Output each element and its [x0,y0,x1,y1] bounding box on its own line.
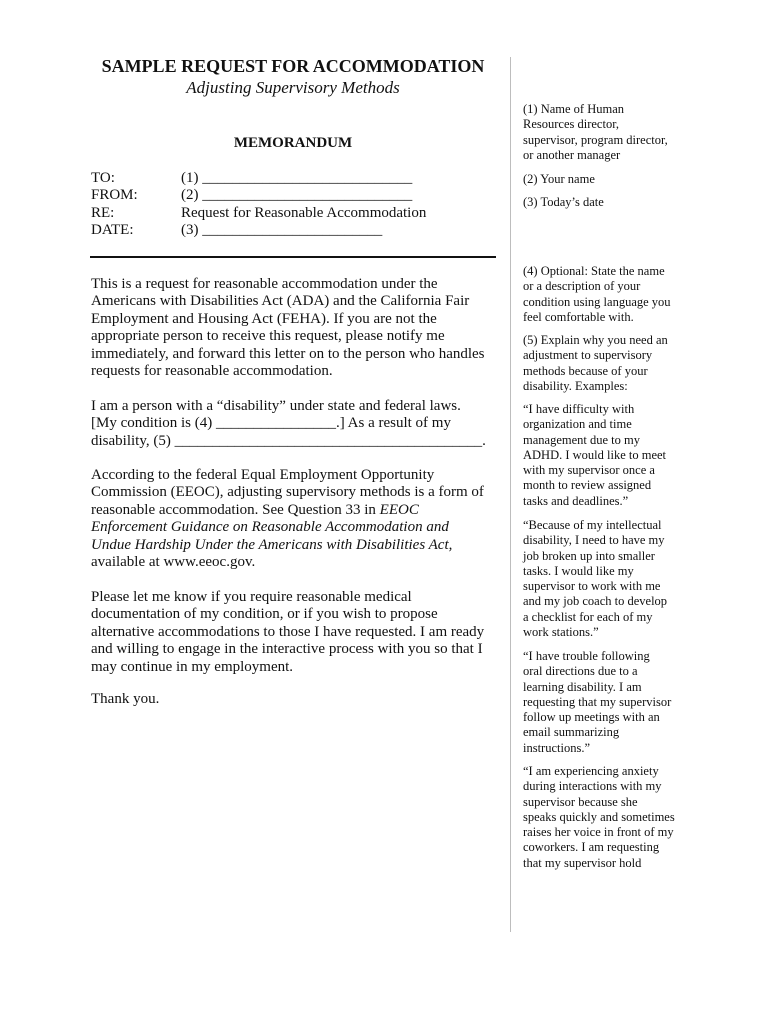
example-line: a checklist for each of my [523,609,653,624]
example-line: speaks quickly and sometimes [523,809,675,824]
example-line: follow up meetings with an [523,710,660,725]
example-line: job broken up into smaller [523,548,655,563]
paragraph-line: and willing to engage in the interactive process with you so that I [91,641,483,658]
example-line: ADHD. I would like to meet [523,447,667,462]
note-5 [523,333,695,394]
paragraph-line: Employment and Housing Act (FEHA). If you are not the [91,310,437,327]
paragraph-text: reasonable accommodation. See Question 33 in [91,501,380,518]
paragraph-line: requests for reasonable accommodation. [91,363,333,380]
date-field: (3) ________________________ [181,222,383,238]
paragraph-documentation [91,589,496,676]
example-line: “I have trouble following [523,649,650,663]
document-subtitle: Adjusting Supervisory Methods [186,78,400,97]
paragraph-line: available at www.eeoc.gov. [91,554,256,571]
example-line: instructions.” [523,740,591,755]
paragraph-line: I am a person with a “disability” under state and federal laws. [91,398,461,414]
note-line: or another manager [523,147,621,162]
example-line: that my supervisor hold [523,855,642,870]
note-line: or a description of your [523,279,641,294]
example-line: tasks and deadlines.” [523,493,629,508]
note-line: Resources director, [523,117,619,132]
example-line: during interactions with my [523,779,662,794]
paragraph-line: immediately, and forward this letter on to the person who handles [91,345,485,362]
note-line: adjustment to supervisory [523,348,653,363]
re-label: RE: [91,205,115,221]
date-label: DATE: [91,222,134,238]
citation-text: EEOC [379,501,419,518]
paragraph-line: Americans with Disabilities Act (ADA) and the California Fair [91,293,470,310]
note-2: (2) Your name [523,172,595,186]
example-2 [523,518,695,640]
note-4 [523,264,695,325]
example-line: tasks. I would like my [523,563,634,578]
paragraph-line: disability, (5) _________________________________________. [91,432,486,449]
note-line: feel comfortable with. [523,309,634,324]
example-line: raises her voice in front of my [523,825,674,840]
from-field: (2) ____________________________ [181,187,413,203]
paragraph-line: This is a request for reasonable accommodation under the [91,276,438,292]
paragraph-line: Commission (EEOC), adjusting supervisory methods is a form of [91,484,484,501]
header-divider [90,256,496,258]
example-1 [523,402,695,509]
note-1 [523,102,695,163]
note-line: condition using language you [523,294,671,309]
paragraph-eeoc [91,467,496,571]
example-line: learning disability. I am [523,679,642,694]
example-line: organization and time [523,417,632,432]
note-line: supervisor, program director, [523,132,668,147]
paragraph-line [91,502,496,519]
example-line: “I am experiencing anxiety [523,764,659,778]
example-line: supervisor because she [523,794,638,809]
paragraph-disability [91,398,496,450]
paragraph-line: [My condition is (4) ________________.] As a result of my [91,415,451,432]
re-value: Request for Reasonable Accommodation [181,205,427,221]
document-title: SAMPLE REQUEST FOR ACCOMMODATION [101,56,485,76]
closing-text: Thank you. [91,691,160,707]
example-line: oral directions due to a [523,664,638,679]
citation-text: Undue Hardship Under the Americans with Disabilities Act, [91,536,453,553]
column-divider [510,57,511,932]
example-line: “I have difficulty with [523,402,635,416]
citation-text: Enforcement Guidance on Reasonable Accommodation and [91,519,449,536]
note-line: (5) Explain why you need an [523,333,668,347]
example-line: management due to my [523,432,640,447]
example-line: “Because of my intellectual [523,518,662,532]
example-line: email summarizing [523,725,620,740]
paragraph-line: Please let me know if you require reasonable medical [91,589,412,605]
to-label: TO: [91,170,115,186]
note-3: (3) Today’s date [523,195,604,209]
paragraph-request [91,276,496,380]
example-line: supervisor to work with me [523,579,661,594]
example-4 [523,764,695,871]
example-line: work stations.” [523,625,599,640]
note-line: disability. Examples: [523,378,628,393]
paragraph-line: alternative accommodations to those I have requested. I am ready [91,623,485,640]
paragraph-line: appropriate person to receive this request, please notify me [91,328,445,345]
note-line: (1) Name of Human [523,102,625,116]
from-label: FROM: [91,187,138,203]
example-line: and my job coach to develop [523,594,668,609]
example-3 [523,649,695,756]
example-line: coworkers. I am requesting [523,840,660,855]
paragraph-line: documentation of my condition, or if you wish to propose [91,606,438,623]
note-line: methods because of your [523,363,648,378]
paragraph-line: may continue in my employment. [91,658,294,675]
paragraph-line: According to the federal Equal Employment Opportunity [91,467,435,483]
example-line: disability, I need to have my [523,533,665,548]
example-line: with my supervisor once a [523,463,655,478]
example-line: month to review assigned [523,478,652,493]
memorandum-heading: MEMORANDUM [233,135,353,151]
to-field: (1) ____________________________ [181,170,413,186]
example-line: requesting that my supervisor [523,694,672,709]
note-line: (4) Optional: State the name [523,264,665,278]
